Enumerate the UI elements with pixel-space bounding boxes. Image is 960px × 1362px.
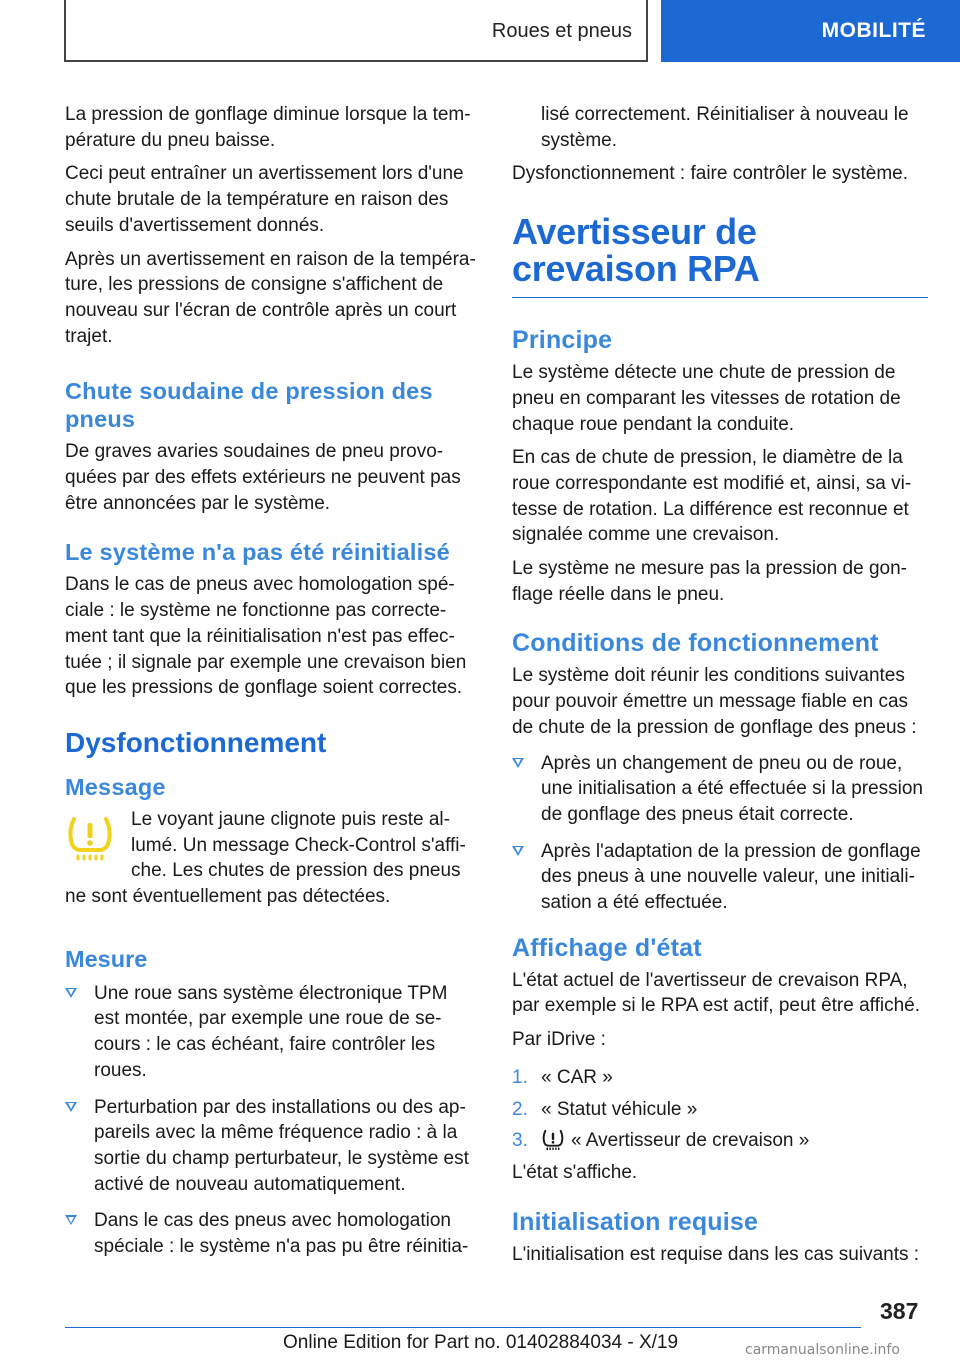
tire-pressure-icon [541, 1128, 565, 1150]
bullet-triangle-icon [65, 1102, 77, 1112]
measure-list [65, 981, 477, 1260]
bullet-triangle-icon [65, 988, 77, 998]
footer-rule [65, 1327, 861, 1328]
list-item: Perturbation par des installations ou des ap-pareils avec la même fréquence radio : à la sortie du champ perturbateur, le système est activé de nouveau automatiquement. [65, 1095, 477, 1198]
paragraph: Le système détecte une chute de pression de pneu en comparant les vitesses de rotation de chaque roue pendant la conduite. [512, 362, 901, 435]
header-chapter-tab: MOBILITÉ [661, 0, 960, 62]
idrive-steps [512, 1065, 928, 1154]
warning-message-block [65, 807, 477, 910]
paragraph: Ceci peut entraîner un avertissement lors d'une chute brutale de la température en raison des seuils d'avertissement donnés. [65, 163, 464, 236]
heading-init-required: Initialisation requise [512, 1207, 759, 1236]
paragraph: Dans le cas de pneus avec homologation spé-ciale : le système ne fonctionne pas correcte-ment tant que la réinitialisation n'est pas effec-tuée ; il signale par exemple une crevaison bien que les pressions de gonflage soient correctes. [65, 574, 467, 699]
paragraph: De graves avaries soudaines de pneu provo-quées par des effets extérieurs ne peuvent pas être annoncées par le système. [65, 441, 461, 514]
paragraph: En cas de chute de pression, le diamètre de la roue correspondante est modifié et, ainsi, sa vi-tesse de rotation. La différence est reconnue et signalée comme une crevaison. [512, 447, 912, 546]
paragraph: Dysfonctionnement : faire contrôler le système. [512, 163, 909, 185]
heading-dysfunction: Dysfonctionnement [65, 726, 327, 758]
paragraph-continued: lisé correctement. Réinitialiser à nouveau le système. [541, 104, 909, 151]
left-column [65, 102, 477, 1271]
footer-edition: Online Edition for Part no. 01402884034 - X/19 [283, 1332, 679, 1353]
list-item: 2. « Statut véhicule » [512, 1098, 698, 1120]
heading-not-reset: Le système n'a pas été réinitialisé [65, 539, 450, 566]
conditions-list [512, 751, 928, 916]
paragraph: La pression de gonflage diminue lorsque la tem-pérature du pneu baisse. [65, 104, 471, 151]
heading-status-display: Affichage d'état [512, 933, 702, 962]
bullet-triangle-icon [65, 1215, 77, 1225]
heading-rpa: Avertisseur de crevaison RPA [512, 211, 760, 290]
heading-message: Message [65, 773, 166, 800]
footer-watermark: carmanualsonline.info [745, 1342, 900, 1358]
tire-pressure-warning-icon [65, 811, 115, 861]
heading-principle: Principe [512, 326, 613, 355]
heading-sudden-drop: Chute soudaine de pression des pneus [65, 378, 433, 433]
heading-measure: Mesure [65, 945, 148, 972]
bullet-triangle-icon [512, 758, 524, 768]
page-number: 387 [880, 1298, 919, 1324]
paragraph-message: Le voyant jaune clignote puis reste al-lumé. Un message Check-Control s'affi-che. Les chutes de pression des pneus ne sont éventuellement pas détectées. [65, 808, 466, 908]
list-item: Dans le cas des pneus avec homologation spéciale : le système n'a pas pu être réinitia- [65, 1208, 477, 1259]
paragraph: L'initialisation est requise dans les cas suivants : [512, 1243, 920, 1265]
paragraph: L'état actuel de l'avertisseur de crevaison RPA, par exemple si le RPA est actif, peut être affiché. [512, 969, 921, 1017]
right-column [512, 102, 928, 1275]
list-item: Après l'adaptation de la pression de gonflage des pneus à une nouvelle valeur, une initiali-sation a été effectuée. [512, 839, 928, 916]
paragraph: Par iDrive : [512, 1029, 606, 1051]
paragraph: Après un avertissement en raison de la tempéra-ture, les pressions de consigne s'affichent de nouveau sur l'écran de contrôle après un court trajet. [65, 248, 476, 347]
heading-rule [512, 297, 928, 298]
paragraph: Le système ne mesure pas la pression de gon-flage réelle dans le pneu. [512, 558, 907, 605]
list-item: Après un changement de pneu ou de roue, une initialisation a été effectuée si la pression de gonflage des pneus était correcte. [512, 751, 928, 828]
bullet-triangle-icon [512, 846, 524, 856]
paragraph: Le système doit réunir les conditions suivantes pour pouvoir émettre un message fiable en cas de chute de la pression de gonflage des pneus : [512, 665, 917, 738]
list-item: 3. « Avertisseur de crevaison » [512, 1130, 810, 1152]
paragraph: L'état s'affiche. [512, 1161, 638, 1183]
heading-conditions: Conditions de fonctionnement [512, 629, 879, 658]
header-section-title: Roues et pneus [491, 20, 632, 42]
list-item: Une roue sans système électronique TPM est montée, par exemple une roue de se-cours : le cas échéant, faire contrôler les roues. [65, 981, 477, 1084]
list-item: 1. « CAR » [512, 1066, 613, 1088]
header-section-box [64, 0, 648, 62]
